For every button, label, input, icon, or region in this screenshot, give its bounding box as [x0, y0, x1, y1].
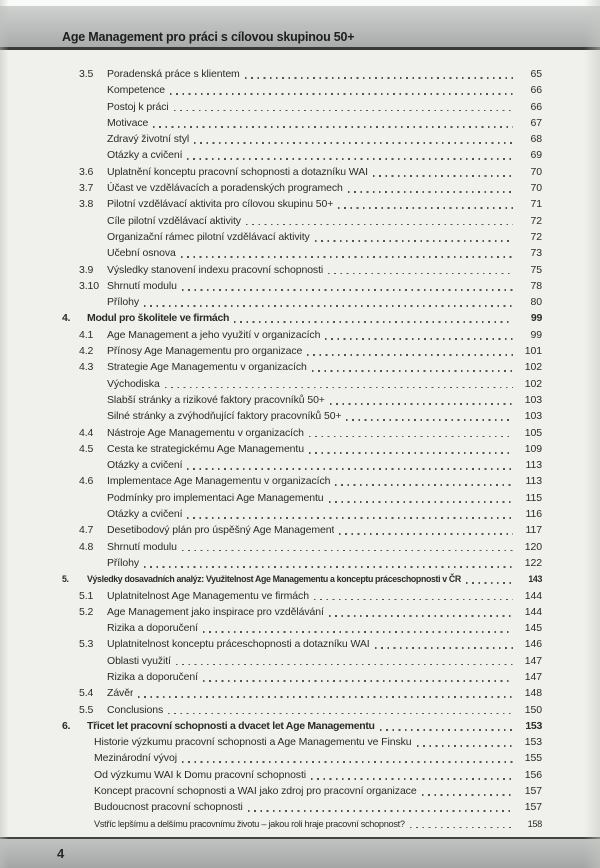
toc-entry-page: 147	[524, 654, 542, 667]
toc-dot-leader	[335, 484, 513, 486]
toc-entry-number: 5.2	[79, 605, 94, 618]
toc-entry	[62, 310, 542, 326]
toc-entry	[62, 783, 542, 799]
toc-dot-leader	[182, 761, 513, 763]
toc-entry-title: Závěr	[107, 687, 134, 700]
toc-entry-number: 4.8	[79, 540, 94, 553]
toc-dot-leader	[314, 599, 513, 601]
toc-entry	[62, 376, 542, 392]
toc-entry-number: 6.	[62, 719, 71, 732]
toc-entry	[62, 718, 542, 734]
toc-dot-leader	[138, 696, 513, 698]
toc-entry-number: 3.8	[79, 198, 94, 211]
toc-entry-title: Slabší stránky a rizikové faktory pracovníků 50+	[107, 393, 325, 406]
toc-entry	[62, 734, 542, 750]
page-footer-bar	[0, 839, 600, 868]
toc-entry-number: 4.5	[79, 442, 94, 455]
toc-list	[62, 66, 542, 832]
toc-entry	[62, 506, 542, 522]
toc-dot-leader	[315, 240, 513, 242]
toc-entry	[62, 490, 542, 506]
toc-entry	[62, 229, 542, 245]
toc-entry-title: Rizika a doporučení	[107, 622, 198, 635]
toc-entry	[62, 278, 542, 294]
toc-entry-page: 66	[530, 100, 542, 113]
toc-dot-leader	[170, 93, 513, 95]
toc-entry-page: 103	[524, 393, 542, 406]
toc-entry	[62, 245, 542, 261]
toc-dot-leader	[325, 338, 513, 340]
toc-entry-page: 103	[524, 410, 542, 423]
toc-entry-page: 146	[524, 638, 542, 651]
toc-entry-title: Strategie Age Managementu v organizacích	[107, 361, 307, 374]
toc-entry	[62, 457, 542, 473]
toc-entry-number: 5.5	[79, 703, 94, 716]
toc-entry-page: 73	[530, 247, 542, 260]
toc-entry	[62, 685, 542, 701]
toc-entry	[62, 327, 542, 343]
toc-entry-number: 4.	[62, 312, 71, 325]
toc-entry-title: Budoucnost pracovní schopnosti	[94, 801, 243, 814]
toc-entry	[62, 99, 542, 115]
toc-dot-leader	[339, 533, 513, 535]
toc-entry-number: 4.3	[79, 361, 94, 374]
toc-entry-title: Mezinárodní vývoj	[94, 752, 177, 765]
toc-entry-title: Koncept pracovní schopnosti a WAI jako zdroj pro pracovní organizace	[94, 785, 417, 798]
page-footer	[0, 837, 600, 868]
toc-entry-number: 5.4	[79, 687, 94, 700]
toc-entry	[62, 262, 542, 278]
toc-entry	[62, 115, 542, 131]
toc-entry	[62, 131, 542, 147]
toc-entry	[62, 669, 542, 685]
toc-entry-title: Age Management jako inspirace pro vzdělávání	[107, 605, 324, 618]
toc-entry-number: 3.10	[79, 279, 100, 292]
toc-entry-page: 157	[524, 801, 542, 814]
toc-entry-title: Uplatnitelnost konceptu práceschopnosti a dotazníku WAI	[107, 638, 370, 651]
toc-entry	[62, 164, 542, 180]
toc-entry-page: 153	[525, 719, 542, 732]
toc-entry-page: 72	[530, 230, 542, 243]
toc-entry-page: 120	[524, 540, 542, 553]
toc-entry-title: Podmínky pro implementaci Age Managementu	[107, 491, 324, 504]
toc-dot-leader	[417, 745, 513, 747]
toc-entry-number: 4.7	[79, 524, 94, 537]
toc-dot-leader	[176, 664, 513, 666]
toc-entry-title: Vstříc lepšímu a delšímu pracovnímu životu – jakou roli hraje pracovní schopnost?	[94, 818, 405, 829]
toc-entry-page: 72	[530, 214, 542, 227]
toc-dot-leader	[309, 452, 513, 454]
toc-entry	[62, 213, 542, 229]
toc-entry-title: Otázky a cvičení	[107, 508, 183, 521]
toc-entry-title: Od výzkumu WAI k Domu pracovní schopnosti	[94, 768, 307, 781]
toc-entry-page: 105	[524, 426, 542, 439]
toc-dot-leader	[380, 729, 513, 731]
toc-entry-title: Age Management a jeho využití v organizacích	[107, 328, 321, 341]
toc-entry	[62, 571, 542, 587]
toc-entry-page: 143	[528, 574, 542, 585]
toc-entry-title: Přílohy	[107, 556, 139, 569]
toc-entry-title: Nástroje Age Managementu v organizacích	[107, 426, 304, 439]
toc-entry	[62, 816, 542, 832]
toc-entry-number: 3.5	[79, 68, 94, 80]
toc-entry	[62, 636, 542, 652]
toc-entry-number: 5.3	[79, 638, 94, 651]
toc-entry-title: Účast ve vzdělávacích a poradenských programech	[107, 182, 343, 195]
toc-dot-leader	[165, 387, 513, 389]
toc-entry	[62, 767, 542, 783]
toc-entry-number: 3.6	[79, 165, 94, 178]
toc-dot-leader	[234, 321, 513, 323]
toc-entry-number: 3.7	[79, 182, 94, 195]
toc-entry	[62, 425, 542, 441]
toc-dot-leader	[153, 126, 513, 128]
toc-entry-page: 145	[524, 622, 542, 635]
document-title: Age Management pro práci s cílovou skupinou 50+	[62, 30, 355, 44]
toc-entry	[62, 799, 542, 815]
toc-dot-leader	[203, 680, 513, 682]
toc-dot-leader	[375, 647, 513, 649]
toc-entry-title: Rizika a doporučení	[107, 670, 198, 683]
toc-entry-title: Shrnutí modulu	[107, 540, 177, 553]
toc-entry	[62, 147, 542, 163]
toc-entry-title: Zdravý životní styl	[107, 133, 190, 146]
toc-entry-page: 155	[524, 752, 542, 765]
toc-dot-leader	[338, 207, 513, 209]
toc-dot-leader	[329, 615, 513, 617]
toc-entry-page: 71	[530, 198, 542, 211]
toc-entry-page: 102	[524, 361, 542, 374]
toc-dot-leader	[187, 158, 513, 160]
toc-entry-title: Přínosy Age Managementu pro organizace	[107, 345, 303, 358]
toc-entry	[62, 604, 542, 620]
toc-entry-title: Otázky a cvičení	[107, 149, 183, 162]
toc-entry	[62, 180, 542, 196]
toc-entry-title: Motivace	[107, 116, 149, 129]
scan-edge-right	[584, 0, 600, 868]
toc-entry-title: Desetibodový plán pro úspěšný Age Management	[107, 524, 335, 537]
toc-entry	[62, 750, 542, 766]
toc-dot-leader	[328, 273, 513, 275]
toc-entry	[62, 473, 542, 489]
toc-entry-page: 116	[525, 508, 542, 521]
toc-entry-page: 113	[525, 459, 542, 472]
toc-entry	[62, 66, 542, 82]
scan-edge-left	[0, 0, 9, 868]
toc-entry-page: 144	[524, 605, 542, 618]
toc-entry-title: Uplatnění konceptu pracovní schopnosti a dotazníku WAI	[107, 165, 368, 178]
toc-entry-title: Cíle pilotní vzdělávací aktivity	[107, 214, 241, 227]
toc-entry	[62, 343, 542, 359]
toc-entry	[62, 555, 542, 571]
toc-entry-title: Výsledky dosavadních analýz: Využitelnost Age Managementu a konceptu práceschopnosti v ČR	[87, 574, 461, 585]
toc-entry-page: 67	[530, 116, 542, 129]
toc-entry-number: 4.4	[79, 426, 94, 439]
toc-entry-title: Organizační rámec pilotní vzdělávací aktivity	[107, 230, 310, 243]
toc-entry-page: 147	[524, 670, 542, 683]
toc-entry-page: 156	[524, 768, 542, 781]
toc-entry-page: 99	[530, 328, 542, 341]
toc-dot-leader	[246, 224, 513, 226]
toc-dot-leader	[422, 794, 513, 796]
toc-dot-leader	[203, 631, 513, 633]
toc-entry-title: Historie výzkumu pracovní schopnosti a Age Managementu ve Finsku	[94, 736, 412, 749]
header-rule	[0, 47, 600, 50]
toc-entry	[62, 588, 542, 604]
toc-entry	[62, 702, 542, 718]
toc-entry-number: 5.	[62, 574, 69, 585]
toc-dot-leader	[311, 778, 513, 780]
toc-entry-title: Modul pro školitele ve firmách	[87, 312, 230, 325]
toc-dot-leader	[329, 501, 513, 503]
toc-entry-page: 70	[530, 165, 542, 178]
toc-entry-page: 122	[524, 556, 542, 569]
toc-dot-leader	[346, 419, 513, 421]
toc-entry	[62, 522, 542, 538]
toc-entry-page: 113	[525, 475, 542, 488]
toc-entry-page: 101	[524, 345, 542, 358]
toc-dot-leader	[168, 713, 513, 715]
toc-entry-page: 102	[524, 377, 542, 390]
toc-entry-page: 158	[527, 818, 542, 829]
toc-entry	[62, 392, 542, 408]
toc-entry	[62, 82, 542, 98]
toc-dot-leader	[174, 110, 513, 112]
toc-entry-page: 150	[524, 703, 542, 716]
toc-entry-page: 70	[530, 182, 542, 195]
toc-dot-leader	[348, 191, 513, 193]
toc-entry-title: Přílohy	[107, 296, 139, 309]
toc-dot-leader	[144, 566, 513, 568]
toc-entry-page: 78	[530, 279, 542, 292]
toc-entry-title: Kompetence	[107, 84, 165, 97]
toc-dot-leader	[181, 256, 513, 258]
toc-entry-page: 157	[524, 785, 542, 798]
toc-entry-title: Postoj k práci	[107, 100, 169, 113]
toc-entry	[62, 620, 542, 636]
toc-dot-leader	[187, 468, 513, 470]
toc-entry-title: Výsledky stanovení indexu pracovní schopnosti	[107, 263, 324, 276]
toc-entry-title: Učební osnova	[107, 247, 176, 260]
toc-entry-title: Conclusions	[107, 703, 164, 716]
toc-entry-title: Implementace Age Managementu v organizacích	[107, 475, 331, 488]
toc-entry-number: 4.6	[79, 475, 94, 488]
toc-dot-leader	[373, 175, 513, 177]
toc-entry-page: 148	[524, 687, 542, 700]
toc-entry-title: Uplatnitelnost Age Managementu ve firmách	[107, 589, 309, 602]
toc-entry-title: Oblasti využití	[107, 654, 171, 667]
toc-entry-page: 75	[530, 263, 542, 276]
toc-dot-leader	[187, 517, 513, 519]
toc-entry-title: Východiska	[107, 377, 160, 390]
toc-dot-leader	[330, 403, 513, 405]
toc-entry-page: 99	[530, 312, 542, 325]
toc-entry-page: 65	[530, 68, 542, 80]
toc-dot-leader	[194, 142, 513, 144]
toc-entry-page: 69	[530, 149, 542, 162]
toc-entry-title: Otázky a cvičení	[107, 459, 183, 472]
toc-entry	[62, 539, 542, 555]
toc-entry	[62, 653, 542, 669]
toc-entry-page: 80	[530, 296, 542, 309]
toc-dot-leader	[248, 810, 513, 812]
toc-dot-leader	[144, 305, 513, 307]
toc-dot-leader	[245, 77, 513, 79]
toc-entry	[62, 408, 542, 424]
toc-entry-title: Třicet let pracovní schopnosti a dvacet let Age Managementu	[87, 719, 375, 732]
toc-dot-leader	[410, 827, 513, 829]
footer-page-number: 4	[57, 846, 65, 861]
toc-entry-number: 5.1	[79, 589, 94, 602]
toc-entry-page: 115	[525, 491, 542, 504]
toc-entry-page: 117	[525, 524, 542, 537]
toc-entry-page: 153	[524, 736, 542, 749]
toc-entry	[62, 441, 542, 457]
toc-dot-leader	[312, 370, 513, 372]
toc-dot-leader	[307, 354, 513, 356]
toc-entry-page: 68	[530, 133, 542, 146]
toc-dot-leader	[182, 289, 513, 291]
toc-entry-title: Pilotní vzdělávací aktivita pro cílovou skupinu 50+	[107, 198, 334, 211]
toc-entry	[62, 196, 542, 212]
toc-entry-number: 3.9	[79, 263, 94, 276]
toc-dot-leader	[466, 582, 513, 584]
page-header-bar	[0, 6, 600, 47]
toc-entry-number: 4.1	[79, 328, 94, 341]
toc-entry-title: Cesta ke strategickému Age Managementu	[107, 442, 304, 455]
toc-entry-number: 4.2	[79, 345, 94, 358]
toc-entry-page: 109	[524, 442, 542, 455]
toc-dot-leader	[309, 436, 513, 438]
toc-entry-page: 66	[530, 84, 542, 97]
toc-dot-leader	[182, 550, 513, 552]
toc-entry-title: Poradenská práce s klientem	[107, 68, 240, 80]
toc-entry-page: 144	[524, 589, 542, 602]
toc-entry-title: Silné stránky a zvýhodňující faktory pracovníků 50+	[107, 410, 342, 423]
toc-entry	[62, 359, 542, 375]
toc-entry-title: Shrnutí modulu	[107, 279, 177, 292]
toc-entry	[62, 294, 542, 310]
